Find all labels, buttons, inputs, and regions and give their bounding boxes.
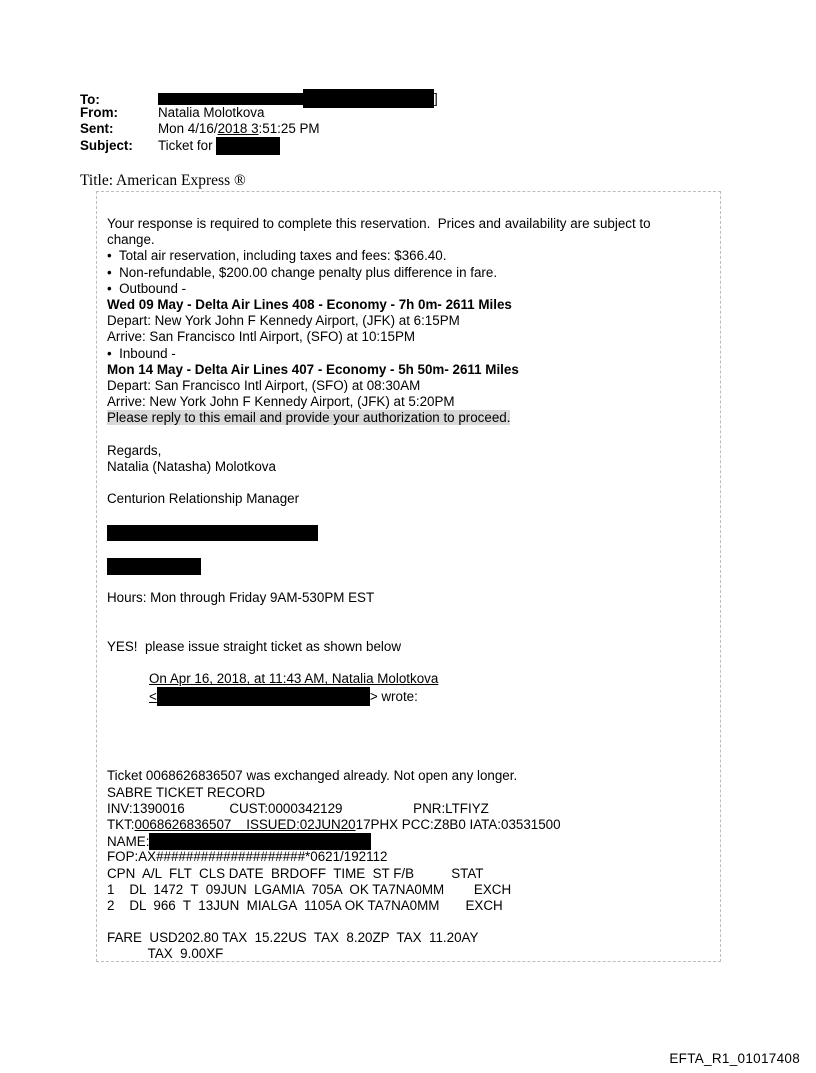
blank-line xyxy=(107,720,712,736)
sent-label: Sent: xyxy=(80,121,114,136)
wrote-text: > wrote: xyxy=(369,689,418,705)
document-title: Title: American Express ® xyxy=(80,172,246,189)
blank-line xyxy=(107,574,712,590)
inbound-flight-line: Mon 14 May - Delta Air Lines 407 - Economy - 5h 50m- 2611 Miles xyxy=(107,361,519,377)
to-label: To: xyxy=(80,92,100,107)
inv-line: INV:1390016 CUST:0000342129 PNR:LTFIYZ xyxy=(107,800,489,816)
blank-line xyxy=(107,752,712,768)
body-line: Your response is required to complete this reservation. Prices and availability are subject to xyxy=(107,216,651,231)
sent-row xyxy=(80,121,438,137)
to-redaction-bar xyxy=(158,93,303,105)
yes-reply-line: YES! please issue straight ticket as shown below xyxy=(107,638,401,654)
to-bracket: ] xyxy=(434,91,438,106)
coupon-row: 1 DL 1472 T 09JUN LGAMIA 705A OK TA7NA0MM EXCH xyxy=(107,881,512,897)
to-row xyxy=(80,89,438,105)
subject-row xyxy=(80,137,438,153)
blank-line xyxy=(107,507,712,523)
bates-number: EFTA_R1_01017408 xyxy=(669,1051,800,1066)
bullet-inbound: • Inbound - xyxy=(107,345,176,361)
ticket-note-line: Ticket 0068626836507 was exchanged already. Not open any longer. xyxy=(107,768,518,784)
subject-label: Subject: xyxy=(80,138,133,153)
subject-value: Ticket for xyxy=(158,138,217,153)
fare-line: FARE USD202.80 TAX 15.22US TAX 8.20ZP TAX 11.20AY xyxy=(107,930,479,946)
fare-line: TAX 9.00XF xyxy=(107,946,224,962)
signature-redaction-line xyxy=(107,558,712,574)
tkt-line: TKT:0068626836507 ISSUED:02JUN2017PHX PCC:Z8B0 IATA:03531500 xyxy=(107,816,561,832)
bullet-outbound: • Outbound - xyxy=(107,280,187,296)
body-line: change. xyxy=(107,232,155,248)
blank-line xyxy=(107,426,712,442)
name-label: NAME: xyxy=(107,834,150,850)
sabre-record-header: SABRE TICKET RECORD xyxy=(107,784,265,800)
inbound-depart-line: Depart: San Francisco Intl Airport, (SFO) at 08:30AM xyxy=(107,377,421,393)
bullet-nonrefundable: • Non-refundable, $200.00 change penalty plus difference in fare. xyxy=(107,264,498,280)
inbound-arrive-line: Arrive: New York John F Kennedy Airport, (JFK) at 5:20PM xyxy=(107,394,455,410)
subject-redaction-bar xyxy=(216,137,280,155)
blank-line xyxy=(107,475,712,491)
quote-attribution-line: On Apr 16, 2018, at 11:43 AM, Natalia Molotkova xyxy=(149,671,439,687)
outbound-arrive-line: Arrive: San Francisco Intl Airport, (SFO) at 10:15PM xyxy=(107,329,416,345)
regards-line: Regards, xyxy=(107,442,162,458)
blank-line xyxy=(107,655,712,671)
blank-line xyxy=(107,623,712,639)
signature-redaction-bar xyxy=(107,558,201,575)
signature-redaction-bar xyxy=(107,525,318,541)
blank-line xyxy=(107,914,712,930)
name-redaction-bar xyxy=(149,833,371,850)
from-label: From: xyxy=(80,105,118,120)
fop-line: FOP:AX####################*0621/192112 xyxy=(107,849,388,865)
email-redaction-bar xyxy=(157,687,370,706)
angle-bracket: < xyxy=(149,689,157,705)
email-header-block xyxy=(80,89,438,153)
outbound-flight-line: Wed 09 May - Delta Air Lines 408 - Economy - 7h 0m- 2611 Miles xyxy=(107,296,512,312)
coupon-table-header: CPN A/L FLT CLS DATE BRDOFF TIME ST F/B STAT xyxy=(107,865,484,881)
signature-redaction-line xyxy=(107,525,712,541)
bullet-total: • Total air reservation, including taxes and fees: $366.40. xyxy=(107,248,447,264)
hours-line: Hours: Mon through Friday 9AM-530PM EST xyxy=(107,590,375,606)
coupon-row: 2 DL 966 T 13JUN MIALGA 1105A OK TA7NA0MM EXCH xyxy=(107,897,503,913)
to-redaction-bar xyxy=(303,89,434,108)
signature-role: Centurion Relationship Manager xyxy=(107,491,300,507)
outbound-depart-line: Depart: New York John F Kennedy Airport, (JFK) at 6:15PM xyxy=(107,313,460,329)
from-value: Natalia Molotkova xyxy=(158,105,265,120)
blank-line xyxy=(107,607,712,623)
signature-name: Natalia (Natasha) Molotkova xyxy=(107,458,276,474)
email-body-box xyxy=(96,191,721,962)
quote-email-line xyxy=(107,687,712,703)
name-line xyxy=(107,833,712,849)
sent-value: Mon 4/16/2018 3:51:25 PM xyxy=(158,121,320,136)
blank-line xyxy=(107,541,712,557)
blank-line xyxy=(107,736,712,752)
authorization-request-line: Please reply to this email and provide your authorization to proceed. xyxy=(107,410,511,426)
